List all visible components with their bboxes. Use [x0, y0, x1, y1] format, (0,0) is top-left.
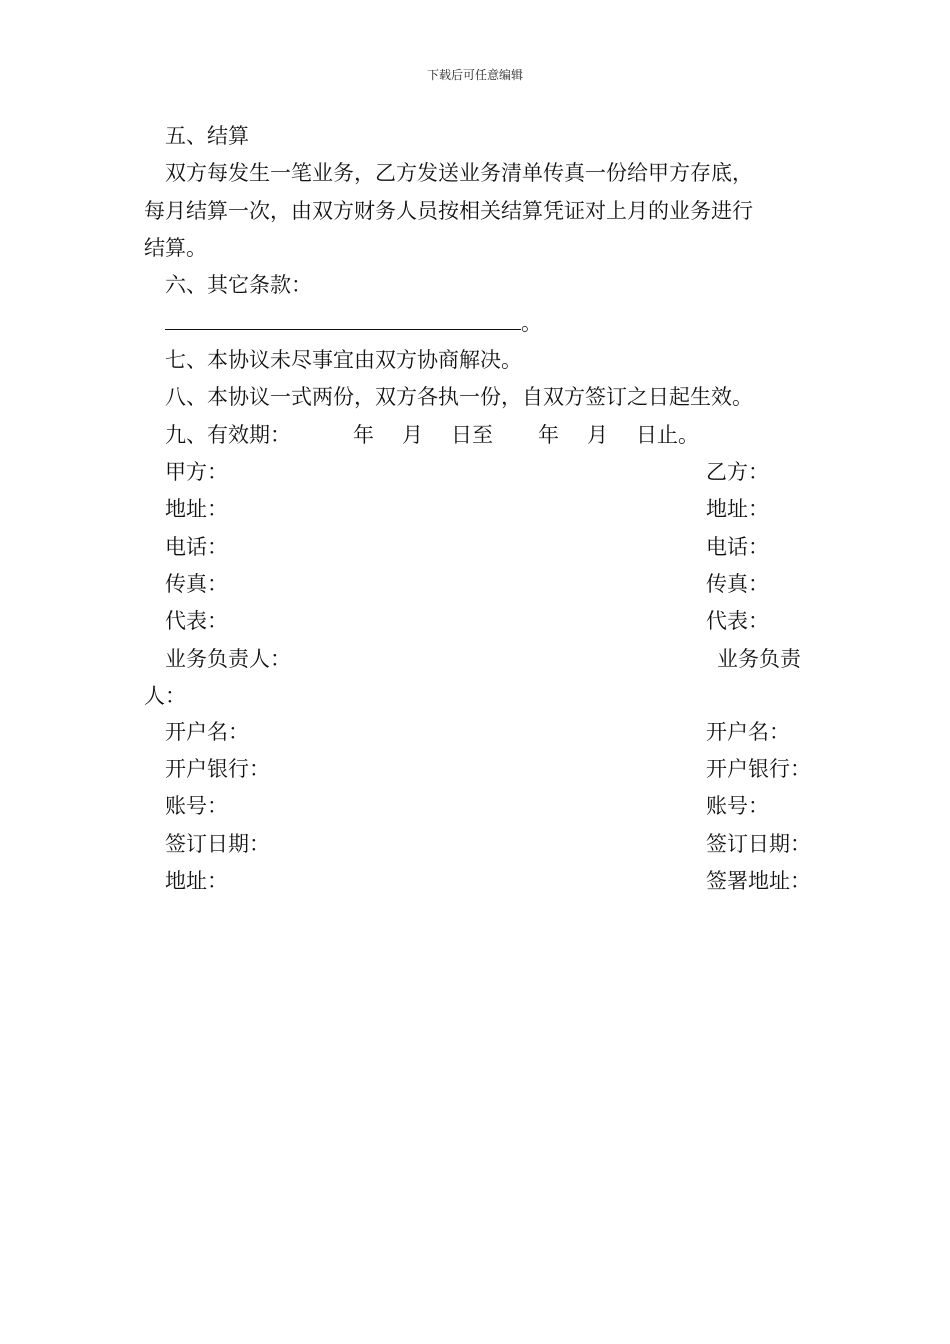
section-9-validity: [144, 423, 830, 447]
section-5-text-line-1: 双方每发生一笔业务，乙方发送业务清单传真一份给甲方存底，: [165, 161, 753, 185]
party-a-phone-label: 电话：: [165, 535, 228, 559]
validity-year-1: 年: [353, 423, 374, 447]
party-b-account-name-label: 开户名：: [706, 720, 790, 744]
party-a-business-manager-label: 业务负责人：: [165, 647, 291, 671]
validity-label: 九、有效期：: [165, 423, 291, 447]
party-a-address-label: 地址：: [165, 497, 228, 521]
validity-year-2: 年: [538, 423, 559, 447]
party-b-representative-label: 代表：: [706, 609, 769, 633]
party-b-account-number-label: 账号：: [706, 794, 769, 818]
party-a-representative-label: 代表：: [165, 609, 228, 633]
party-b-address-label: 地址：: [706, 497, 769, 521]
validity-day-end: 日止。: [636, 423, 699, 447]
blank-underline: [165, 311, 521, 330]
party-b-fax-label: 传真：: [706, 572, 769, 596]
party-a-fax-label: 传真：: [165, 572, 228, 596]
section-5-text-line-2: 每月结算一次，由双方财务人员按相关结算凭证对上月的业务进行: [144, 199, 753, 223]
party-b-sign-address-label: 签署地址：: [706, 869, 811, 893]
section-6-title: 六、其它条款：: [165, 273, 312, 297]
party-b-business-manager-label: 业务负责: [717, 647, 801, 671]
party-b-phone-label: 电话：: [706, 535, 769, 559]
business-manager-wrap: 人：: [144, 684, 186, 708]
validity-month-1: 月: [402, 423, 423, 447]
party-b-label: 乙方：: [706, 460, 769, 484]
section-5-title: 五、结算: [165, 124, 249, 148]
party-a-label: 甲方：: [165, 460, 228, 484]
party-a-sign-date-label: 签订日期：: [165, 832, 270, 856]
page-header: 下载后可任意编辑: [426, 68, 523, 82]
section-5-text-line-3: 结算。: [144, 236, 207, 260]
party-a-account-number-label: 账号：: [165, 794, 228, 818]
party-a-account-name-label: 开户名：: [165, 720, 249, 744]
section-7: 七、本协议未尽事宜由双方协商解决。: [165, 348, 522, 372]
party-b-bank-label: 开户银行：: [706, 757, 811, 781]
section-6-end-mark: 。: [521, 311, 542, 335]
party-a-bank-label: 开户银行：: [165, 757, 270, 781]
party-b-sign-date-label: 签订日期：: [706, 832, 811, 856]
party-a-final-address-label: 地址：: [165, 869, 228, 893]
validity-day-to: 日至: [451, 423, 493, 447]
validity-month-2: 月: [587, 423, 608, 447]
section-8: 八、本协议一式两份，双方各执一份，自双方签订之日起生效。: [165, 385, 753, 409]
section-6-blank-line: [144, 311, 830, 335]
